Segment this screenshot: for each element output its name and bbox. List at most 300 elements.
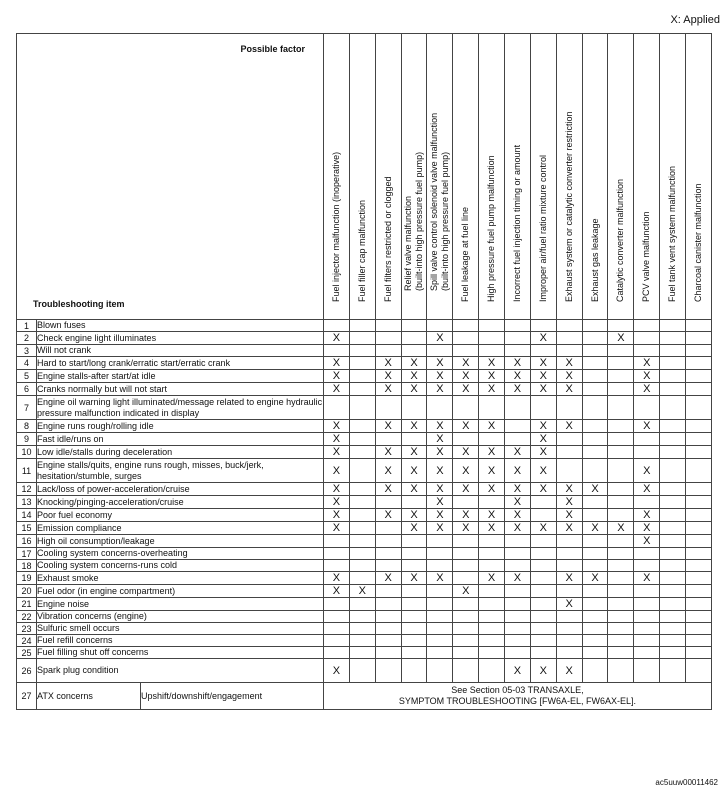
applied-mark — [453, 548, 479, 560]
applied-mark: X — [375, 383, 401, 396]
applied-mark — [582, 332, 608, 345]
applied-mark — [634, 345, 660, 357]
applied-mark — [453, 345, 479, 357]
applied-mark — [582, 357, 608, 370]
applied-mark — [530, 647, 556, 659]
factor-label: Fuel filler cap malfunction — [356, 199, 367, 302]
applied-mark — [660, 320, 686, 332]
applied-mark: X — [556, 357, 582, 370]
applied-mark — [634, 560, 660, 572]
applied-mark: X — [556, 659, 582, 683]
factor-label: Fuel leakage at fuel line — [460, 206, 471, 302]
applied-mark — [686, 433, 712, 446]
applied-mark — [686, 659, 712, 683]
table-row — [17, 535, 712, 548]
applied-mark — [608, 496, 634, 509]
applied-mark — [608, 659, 634, 683]
row-number: 14 — [17, 509, 37, 522]
applied-mark — [453, 623, 479, 635]
applied-mark — [660, 572, 686, 585]
factor-header-14 — [660, 34, 686, 320]
applied-mark — [660, 383, 686, 396]
applied-mark — [686, 446, 712, 459]
applied-mark: X — [401, 509, 427, 522]
applied-mark — [453, 496, 479, 509]
applied-mark — [582, 420, 608, 433]
applied-mark — [505, 611, 531, 623]
applied-mark — [686, 383, 712, 396]
troubleshooting-item: Cooling system concerns-overheating — [37, 548, 324, 560]
applied-mark — [686, 332, 712, 345]
applied-mark — [686, 345, 712, 357]
troubleshooting-item: Engine runs rough/rolling idle — [37, 420, 324, 433]
applied-mark — [530, 572, 556, 585]
applied-mark: X — [634, 370, 660, 383]
applied-mark: X — [427, 433, 453, 446]
applied-mark — [453, 635, 479, 647]
applied-mark: X — [401, 370, 427, 383]
troubleshooting-item: Check engine light illuminates — [37, 332, 324, 345]
applied-mark — [582, 585, 608, 598]
applied-mark — [660, 560, 686, 572]
table-row — [17, 383, 712, 396]
applied-mark — [349, 433, 375, 446]
applied-mark — [505, 635, 531, 647]
applied-mark: X — [530, 446, 556, 459]
applied-mark — [375, 611, 401, 623]
applied-mark — [686, 623, 712, 635]
applied-mark: X — [634, 459, 660, 483]
applied-mark — [349, 535, 375, 548]
applied-mark: X — [324, 659, 350, 683]
applied-mark — [505, 320, 531, 332]
applied-mark — [349, 548, 375, 560]
applied-mark — [660, 611, 686, 623]
applied-mark — [608, 535, 634, 548]
applied-mark: X — [634, 522, 660, 535]
table-row — [17, 522, 712, 535]
applied-mark: X — [401, 522, 427, 535]
applied-mark — [608, 611, 634, 623]
applied-mark — [349, 483, 375, 496]
applied-mark — [556, 433, 582, 446]
troubleshooting-item: Engine noise — [37, 598, 324, 611]
applied-mark — [479, 635, 505, 647]
applied-mark — [608, 483, 634, 496]
row-number: 26 — [17, 659, 37, 683]
applied-mark — [349, 560, 375, 572]
troubleshooting-item: Spark plug condition — [37, 659, 324, 683]
applied-mark — [582, 433, 608, 446]
applied-mark — [375, 522, 401, 535]
applied-mark — [686, 585, 712, 598]
applied-mark — [634, 647, 660, 659]
applied-mark — [324, 598, 350, 611]
applied-mark — [479, 548, 505, 560]
applied-mark: X — [582, 483, 608, 496]
applied-mark — [479, 433, 505, 446]
applied-mark — [660, 446, 686, 459]
applied-mark — [324, 611, 350, 623]
applied-mark — [634, 659, 660, 683]
applied-mark — [634, 446, 660, 459]
applied-mark — [479, 496, 505, 509]
factor-header-3 — [375, 34, 401, 320]
applied-mark — [634, 623, 660, 635]
row-number: 9 — [17, 433, 37, 446]
applied-mark: X — [530, 420, 556, 433]
applied-mark: X — [453, 483, 479, 496]
applied-mark — [686, 509, 712, 522]
applied-mark — [686, 396, 712, 420]
applied-mark — [530, 535, 556, 548]
troubleshooting-table — [16, 33, 712, 710]
applied-mark: X — [401, 572, 427, 585]
applied-mark — [686, 522, 712, 535]
applied-mark — [660, 420, 686, 433]
applied-mark: X — [505, 357, 531, 370]
applied-mark: X — [530, 383, 556, 396]
applied-mark — [453, 572, 479, 585]
applied-mark: X — [530, 433, 556, 446]
applied-mark — [530, 635, 556, 647]
applied-mark: X — [556, 383, 582, 396]
applied-mark: X — [375, 446, 401, 459]
applied-mark — [401, 647, 427, 659]
applied-mark — [530, 548, 556, 560]
table-row — [17, 611, 712, 623]
applied-mark — [634, 396, 660, 420]
applied-mark: X — [375, 572, 401, 585]
applied-mark — [401, 560, 427, 572]
applied-mark — [479, 598, 505, 611]
troubleshooting-item: Hard to start/long crank/erratic start/erratic crank — [37, 357, 324, 370]
applied-mark — [349, 647, 375, 659]
applied-mark — [608, 459, 634, 483]
row-number: 13 — [17, 496, 37, 509]
table-row — [17, 572, 712, 585]
applied-mark — [427, 623, 453, 635]
applied-mark — [427, 659, 453, 683]
applied-mark — [453, 396, 479, 420]
applied-mark — [660, 647, 686, 659]
troubleshooting-item: Fuel refill concerns — [37, 635, 324, 647]
applied-mark: X — [324, 383, 350, 396]
applied-mark — [375, 548, 401, 560]
applied-mark — [427, 548, 453, 560]
applied-mark — [427, 560, 453, 572]
applied-mark: X — [530, 522, 556, 535]
applied-mark — [582, 623, 608, 635]
factor-label: Exhaust gas leakage — [589, 218, 600, 302]
applied-mark — [556, 446, 582, 459]
applied-mark: X — [453, 522, 479, 535]
troubleshooting-item: Engine stalls-after start/at idle — [37, 370, 324, 383]
applied-mark — [349, 459, 375, 483]
applied-mark — [349, 345, 375, 357]
applied-mark — [608, 370, 634, 383]
applied-mark — [660, 345, 686, 357]
applied-mark — [660, 370, 686, 383]
applied-mark — [324, 535, 350, 548]
applied-mark: X — [505, 446, 531, 459]
applied-mark — [349, 320, 375, 332]
applied-mark: X — [505, 522, 531, 535]
applied-mark — [401, 611, 427, 623]
applied-mark: X — [453, 383, 479, 396]
troubleshooting-item: High oil consumption/leakage — [37, 535, 324, 548]
applied-mark: X — [427, 572, 453, 585]
factor-label: PCV valve malfunction — [641, 211, 652, 302]
factor-label: Fuel tank vent system malfunction — [667, 165, 678, 302]
troubleshooting-item: Fast idle/runs on — [37, 433, 324, 446]
applied-mark: X — [556, 522, 582, 535]
applied-mark — [634, 611, 660, 623]
applied-mark — [686, 598, 712, 611]
applied-mark — [349, 370, 375, 383]
applied-mark — [349, 598, 375, 611]
applied-mark — [479, 332, 505, 345]
applied-mark: X — [479, 509, 505, 522]
applied-mark: X — [427, 459, 453, 483]
applied-mark — [375, 332, 401, 345]
applied-mark: X — [324, 459, 350, 483]
header-corner — [17, 34, 324, 320]
applied-mark: X — [401, 420, 427, 433]
factor-header-13 — [634, 34, 660, 320]
applied-mark: X — [375, 483, 401, 496]
table-row — [17, 320, 712, 332]
applied-mark — [427, 647, 453, 659]
applied-mark: X — [479, 383, 505, 396]
applied-mark: X — [582, 522, 608, 535]
applied-mark — [530, 396, 556, 420]
applied-mark — [401, 496, 427, 509]
troubleshooting-item: Vibration concerns (engine) — [37, 611, 324, 623]
applied-mark — [453, 560, 479, 572]
applied-mark — [582, 647, 608, 659]
factor-label: Fuel filters restricted or clogged — [382, 176, 393, 302]
row-number: 15 — [17, 522, 37, 535]
applied-mark: X — [634, 357, 660, 370]
applied-mark — [634, 598, 660, 611]
applied-mark — [401, 345, 427, 357]
row-number: 18 — [17, 560, 37, 572]
applied-mark — [401, 635, 427, 647]
applied-mark — [556, 320, 582, 332]
applied-mark — [401, 598, 427, 611]
applied-mark: X — [634, 535, 660, 548]
applied-mark — [505, 332, 531, 345]
applied-mark — [505, 598, 531, 611]
applied-mark — [686, 548, 712, 560]
applied-mark — [634, 635, 660, 647]
applied-mark — [349, 357, 375, 370]
factor-label: Fuel injector malfunction (inoperative) — [330, 151, 341, 302]
applied-mark: X — [427, 446, 453, 459]
applied-mark — [556, 332, 582, 345]
applied-mark — [375, 598, 401, 611]
row-number: 11 — [17, 459, 37, 483]
applied-mark — [324, 635, 350, 647]
table-row — [17, 446, 712, 459]
applied-mark — [324, 345, 350, 357]
troubleshooting-item: Poor fuel economy — [37, 509, 324, 522]
row-number: 23 — [17, 623, 37, 635]
applied-mark — [401, 396, 427, 420]
factor-header-row — [17, 34, 712, 320]
applied-mark: X — [530, 370, 556, 383]
applied-mark — [634, 332, 660, 345]
applied-mark — [427, 320, 453, 332]
applied-mark: X — [556, 509, 582, 522]
applied-mark — [608, 446, 634, 459]
applied-mark — [582, 509, 608, 522]
section-reference-note: See Section 05-03 TRANSAXLE, SYMPTOM TROUBLESHOOTING [FW6A-EL, FW6AX-EL]. — [324, 683, 712, 710]
applied-mark — [582, 370, 608, 383]
row-number: 1 — [17, 320, 37, 332]
applied-mark — [582, 459, 608, 483]
troubleshooting-item: Emission compliance — [37, 522, 324, 535]
troubleshooting-item-label: Troubleshooting item — [33, 299, 125, 309]
applied-mark — [479, 611, 505, 623]
table-row — [17, 585, 712, 598]
applied-mark — [375, 635, 401, 647]
applied-mark — [401, 548, 427, 560]
applied-mark: X — [324, 332, 350, 345]
applied-mark: X — [505, 370, 531, 383]
factor-label: Catalytic converter malfunction — [615, 178, 626, 302]
applied-mark — [608, 383, 634, 396]
applied-mark — [427, 345, 453, 357]
applied-mark — [556, 635, 582, 647]
applied-mark — [660, 396, 686, 420]
applied-mark: X — [505, 483, 531, 496]
applied-mark: X — [634, 509, 660, 522]
applied-mark — [375, 320, 401, 332]
applied-mark: X — [453, 370, 479, 383]
applied-mark — [349, 446, 375, 459]
applied-mark — [505, 623, 531, 635]
applied-mark: X — [375, 370, 401, 383]
applied-mark: X — [375, 459, 401, 483]
applied-mark — [556, 548, 582, 560]
applied-mark: X — [505, 509, 531, 522]
applied-mark — [401, 433, 427, 446]
applied-mark — [660, 496, 686, 509]
factor-header-6 — [453, 34, 479, 320]
factor-label: Spill valve control solenoid valve malfunction (built-into high pressure fuel pump) — [428, 112, 450, 291]
applied-mark: X — [530, 483, 556, 496]
factor-label: Relief valve malfunction (built-into high pressure fuel pump) — [403, 151, 425, 291]
applied-mark — [401, 585, 427, 598]
applied-mark — [660, 509, 686, 522]
applied-mark — [530, 345, 556, 357]
applied-mark: X — [453, 446, 479, 459]
table-row — [17, 396, 712, 420]
factor-header-15 — [686, 34, 712, 320]
applied-mark — [686, 357, 712, 370]
applied-mark: X — [479, 420, 505, 433]
applied-mark — [660, 585, 686, 598]
table-row — [17, 647, 712, 659]
applied-mark: X — [634, 483, 660, 496]
applied-mark — [556, 459, 582, 483]
applied-mark — [608, 509, 634, 522]
applied-mark — [556, 623, 582, 635]
applied-mark — [505, 396, 531, 420]
applied-mark: X — [556, 370, 582, 383]
row-number: 4 — [17, 357, 37, 370]
applied-mark: X — [427, 370, 453, 383]
factor-header-1 — [324, 34, 350, 320]
applied-mark — [453, 535, 479, 548]
applied-mark — [686, 635, 712, 647]
sub-item: Upshift/downshift/engagement — [141, 683, 324, 710]
applied-mark — [401, 332, 427, 345]
applied-mark: X — [349, 585, 375, 598]
table-row — [17, 433, 712, 446]
applied-mark — [324, 396, 350, 420]
applied-mark: X — [427, 496, 453, 509]
applied-mark — [505, 548, 531, 560]
applied-mark — [349, 522, 375, 535]
applied-mark: X — [453, 509, 479, 522]
applied-mark — [505, 585, 531, 598]
applied-mark — [608, 396, 634, 420]
applied-mark — [479, 623, 505, 635]
factor-header-9 — [530, 34, 556, 320]
table-row — [17, 332, 712, 345]
applied-mark: X — [324, 446, 350, 459]
applied-mark — [582, 560, 608, 572]
applied-mark — [427, 635, 453, 647]
applied-mark: X — [505, 572, 531, 585]
applied-mark — [660, 623, 686, 635]
applied-mark — [660, 635, 686, 647]
applied-mark — [505, 647, 531, 659]
factor-header-5 — [427, 34, 453, 320]
applied-mark — [349, 420, 375, 433]
troubleshooting-item: Sulfuric smell occurs — [37, 623, 324, 635]
applied-mark — [634, 320, 660, 332]
applied-mark — [608, 320, 634, 332]
table-row — [17, 623, 712, 635]
applied-mark — [349, 496, 375, 509]
applied-mark — [453, 433, 479, 446]
applied-mark — [530, 560, 556, 572]
troubleshooting-item: Cooling system concerns-runs cold — [37, 560, 324, 572]
applied-mark — [582, 446, 608, 459]
applied-mark: X — [324, 420, 350, 433]
applied-mark: X — [634, 572, 660, 585]
applied-mark — [608, 357, 634, 370]
applied-mark — [608, 598, 634, 611]
applied-mark — [608, 647, 634, 659]
applied-mark: X — [530, 459, 556, 483]
applied-mark — [582, 598, 608, 611]
factor-label: High pressure fuel pump malfunction — [486, 155, 497, 302]
applied-mark — [349, 659, 375, 683]
applied-mark — [686, 611, 712, 623]
applied-mark — [582, 659, 608, 683]
applied-mark: X — [556, 420, 582, 433]
factor-header-8 — [505, 34, 531, 320]
applied-mark — [375, 396, 401, 420]
applied-mark — [556, 560, 582, 572]
applied-mark: X — [324, 496, 350, 509]
applied-mark — [582, 383, 608, 396]
